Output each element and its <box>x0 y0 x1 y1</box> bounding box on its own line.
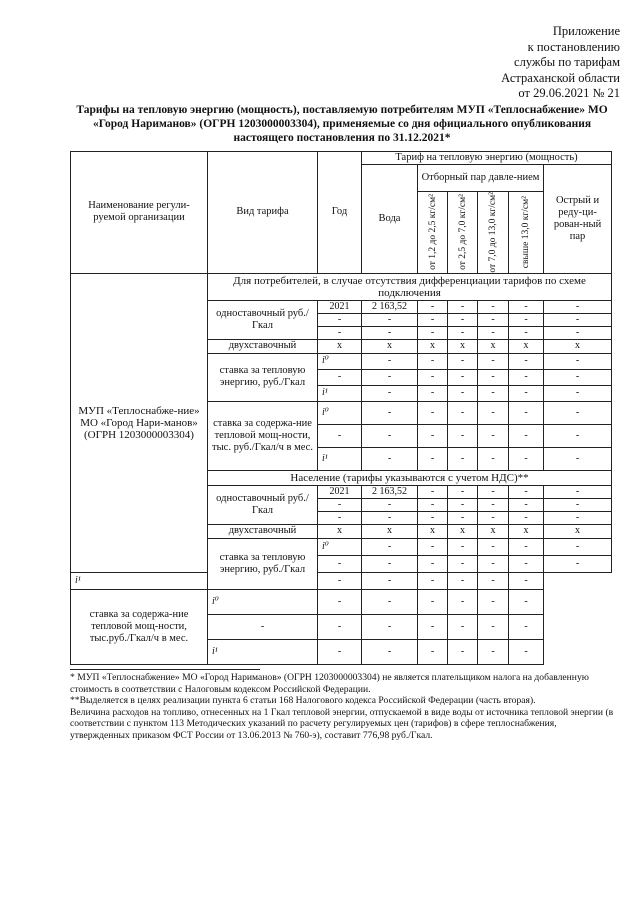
table-cell: - <box>448 424 478 447</box>
table-cell: - <box>362 313 418 326</box>
table-cell: - <box>418 424 448 447</box>
table-cell: х <box>318 524 362 538</box>
table-cell: х <box>509 524 544 538</box>
appendix-block <box>420 24 620 102</box>
table-cell: - <box>478 572 509 589</box>
table-cell: - <box>544 498 612 511</box>
table-cell: - <box>418 369 448 385</box>
table-cell: - <box>509 300 544 313</box>
table-cell: - <box>418 300 448 313</box>
table-cell: - <box>318 555 362 572</box>
table-cell: - <box>418 385 448 401</box>
table-cell: - <box>418 511 448 524</box>
appendix-line: Приложение <box>552 24 620 38</box>
capacity-rate-label: ставка за содержа-ние тепловой мощ-ности, тыс. руб./Гкал/ч в мес. <box>208 401 318 470</box>
table-cell: - <box>544 313 612 326</box>
table-cell: - <box>478 424 509 447</box>
table-cell: - <box>418 401 448 424</box>
section-title: Для потребителей, в случае отсутствия дифференциации тарифов по схеме подключения <box>208 273 612 300</box>
table-cell: - <box>509 424 544 447</box>
appendix-line: Астраханской области <box>501 70 620 85</box>
table-row <box>71 572 612 589</box>
table-cell: - <box>448 555 478 572</box>
table-cell: - <box>362 614 418 639</box>
table-cell: - <box>318 369 362 385</box>
table-cell: х <box>478 524 509 538</box>
header-pressure-2: от 2,5 до 7,0 кг/см² <box>448 192 478 274</box>
table-cell: - <box>544 401 612 424</box>
table-cell: i⁰ <box>208 589 318 614</box>
table-cell: - <box>544 385 612 401</box>
one-part-label: одноставочный руб./Гкал <box>208 300 318 339</box>
table-cell: - <box>544 424 612 447</box>
organization-name: МУП «Теплоснабже-ние» МО «Город Нари-манов» (ОГРН 1203000003304) <box>71 273 208 572</box>
table-cell: - <box>448 639 478 664</box>
energy-rate-label: ставка за тепловую энергию, руб./Гкал <box>208 538 318 589</box>
table-cell: - <box>448 300 478 313</box>
table-cell: - <box>478 589 509 614</box>
footnote: Величина расходов на топливо, отнесенных на 1 Гкал тепловой энергии, отпускаемой в виде воды от источника тепловой энергии (в соответствии с пунктом 113 Методических указаний по расчету регулируемых цен (тарифов) в сфере теплоснабжения, утвержденных приказом ФСТ России от 13.06.2013 № 760-э), составит 776,98 руб./Гкал. <box>70 706 614 741</box>
table-cell: х <box>362 339 418 353</box>
table-cell: i¹ <box>318 447 362 470</box>
table-cell: - <box>362 326 418 339</box>
table-cell: i⁰ <box>318 538 362 555</box>
table-cell: - <box>509 555 544 572</box>
one-part-label: одноставочный руб./Гкал <box>208 485 318 524</box>
table-cell: - <box>208 614 318 639</box>
table-cell: - <box>509 313 544 326</box>
table-cell: - <box>509 326 544 339</box>
table-cell: - <box>478 300 509 313</box>
table-cell: - <box>362 511 418 524</box>
table-cell: i¹ <box>71 572 208 589</box>
table-cell: х <box>478 339 509 353</box>
table-cell: - <box>544 353 612 369</box>
table-cell: - <box>318 313 362 326</box>
capacity-rate-label: ставка за содержа-ние тепловой мощ-ности, тыс.руб./Гкал/ч в мес. <box>71 589 208 664</box>
table-cell: - <box>418 639 448 664</box>
table-cell: - <box>418 589 448 614</box>
table-cell: - <box>478 485 509 498</box>
table-cell: - <box>544 511 612 524</box>
table-cell: х <box>509 339 544 353</box>
table-cell: - <box>448 485 478 498</box>
table-cell: - <box>509 385 544 401</box>
energy-rate-label: ставка за тепловую энергию, руб./Гкал <box>208 353 318 401</box>
table-row <box>71 589 612 614</box>
two-part-label: двухставочный <box>208 339 318 353</box>
table-cell: - <box>362 589 418 614</box>
table-cell: х <box>418 524 448 538</box>
table-cell: - <box>509 498 544 511</box>
table-cell: 2 163,52 <box>362 485 418 498</box>
table-cell: - <box>509 447 544 470</box>
table-cell: - <box>318 511 362 524</box>
appendix-line: службы по тарифам <box>514 55 620 69</box>
table-cell: - <box>318 639 362 664</box>
table-cell: - <box>448 589 478 614</box>
table-cell: - <box>318 424 362 447</box>
section-title: Население (тарифы указываются с учетом НДС)** <box>208 470 612 485</box>
header-tariff-type: Вид тарифа <box>208 152 318 274</box>
table-cell: - <box>318 498 362 511</box>
table-cell: - <box>509 589 544 614</box>
section-row <box>71 273 612 300</box>
table-cell: 2021 <box>318 300 362 313</box>
header-org: Наименование регули-руемой организации <box>71 152 208 274</box>
table-cell: - <box>362 639 418 664</box>
table-cell: i⁰ <box>318 401 362 424</box>
table-cell: - <box>362 572 418 589</box>
table-cell: - <box>448 369 478 385</box>
table-cell: - <box>478 447 509 470</box>
table-cell: - <box>448 572 478 589</box>
table-cell: - <box>418 485 448 498</box>
table-cell: - <box>544 555 612 572</box>
table-cell: - <box>418 353 448 369</box>
table-cell: i¹ <box>318 385 362 401</box>
table-cell: - <box>362 369 418 385</box>
table-cell: - <box>318 589 362 614</box>
header-pressure-4: свыше 13,0 кг/см² <box>509 192 544 274</box>
table-cell: - <box>448 498 478 511</box>
table-cell: - <box>509 353 544 369</box>
table-cell: - <box>544 300 612 313</box>
table-cell: - <box>418 555 448 572</box>
table-cell: - <box>509 614 544 639</box>
table-cell: - <box>509 639 544 664</box>
table-cell: х <box>544 524 612 538</box>
table-cell: - <box>448 401 478 424</box>
table-cell: х <box>448 524 478 538</box>
appendix-line: от 29.06.2021 № 21 <box>518 86 620 100</box>
table-cell: 2021 <box>318 485 362 498</box>
footnotes <box>70 672 615 742</box>
header-year: Год <box>318 152 362 274</box>
header-steam-group: Отборный пар давле-нием <box>418 165 544 192</box>
table-cell: х <box>362 524 418 538</box>
table-cell: i⁰ <box>318 353 362 369</box>
table-cell: - <box>418 498 448 511</box>
table-cell: - <box>478 614 509 639</box>
table-cell: - <box>509 485 544 498</box>
footnote: * МУП «Теплоснабжение» МО «Город Нариманов» (ОГРН 1203000003304) не является плательщиком налога на добавленную стоимость в соответствии с Налоговым кодексом Российской Федерации. <box>70 672 589 695</box>
table-cell: - <box>544 326 612 339</box>
table-cell: - <box>544 485 612 498</box>
tariff-table <box>70 151 612 665</box>
table-cell: - <box>318 614 362 639</box>
table-cell: - <box>509 511 544 524</box>
table-cell: - <box>448 385 478 401</box>
table-cell: - <box>362 424 418 447</box>
table-cell: - <box>478 498 509 511</box>
table-cell: - <box>418 614 448 639</box>
table-cell: х <box>418 339 448 353</box>
table-cell: - <box>318 326 362 339</box>
table-cell: - <box>418 447 448 470</box>
header-pressure-3: от 7,0 до 13,0 кг/см² <box>478 192 509 274</box>
table-cell: - <box>448 313 478 326</box>
table-cell: - <box>448 538 478 555</box>
header-pressure-1: от 1,2 до 2,5 кг/см² <box>418 192 448 274</box>
table-cell: х <box>318 339 362 353</box>
table-cell: - <box>362 447 418 470</box>
table-cell: - <box>418 313 448 326</box>
header-tariff-group: Тариф на тепловую энергию (мощность) <box>362 152 612 165</box>
footnote: **Выделяется в целях реализации пункта 6 статьи 168 Налогового кодекса Российской Федерации (часть вторая). <box>70 695 536 707</box>
table-cell: - <box>478 369 509 385</box>
table-cell: - <box>448 614 478 639</box>
table-cell: - <box>318 572 362 589</box>
table-cell: - <box>478 385 509 401</box>
table-cell: - <box>362 555 418 572</box>
table-cell: - <box>478 639 509 664</box>
header-live-steam: Острый и реду-ци-рован-ный пар <box>544 165 612 274</box>
footnote-divider <box>70 669 260 670</box>
table-cell: - <box>448 326 478 339</box>
table-cell: - <box>418 572 448 589</box>
table-cell: х <box>448 339 478 353</box>
table-cell: - <box>418 538 448 555</box>
appendix-line: к постановлению <box>527 39 620 54</box>
table-cell: - <box>362 401 418 424</box>
table-cell: - <box>478 313 509 326</box>
table-cell: - <box>478 326 509 339</box>
table-cell: - <box>509 538 544 555</box>
table-cell: - <box>418 326 448 339</box>
table-cell: - <box>544 369 612 385</box>
table-cell: - <box>509 401 544 424</box>
table-cell: - <box>544 538 612 555</box>
table-cell: 2 163,52 <box>362 300 418 313</box>
table-cell: - <box>362 498 418 511</box>
table-cell: - <box>448 447 478 470</box>
table-cell: - <box>362 385 418 401</box>
table-cell: - <box>478 555 509 572</box>
table-cell: - <box>478 353 509 369</box>
table-cell: - <box>478 511 509 524</box>
table-cell: - <box>509 369 544 385</box>
table-header <box>71 152 612 274</box>
table-cell: - <box>362 353 418 369</box>
table-cell: - <box>448 353 478 369</box>
table-cell: - <box>478 538 509 555</box>
document-title: Тарифы на тепловую энергию (мощность), поставляемую потребителям МУП «Теплоснабжение» МО «Город Нариманов» (ОГРН 1203000003304), применяемые со дня официального опубликования настоящего постановления по 31.12.2021* <box>76 104 608 144</box>
table-body <box>71 273 612 664</box>
table-cell: - <box>544 447 612 470</box>
table-cell: - <box>362 538 418 555</box>
header-water: Вода <box>362 165 418 274</box>
table-cell: - <box>448 511 478 524</box>
table-cell: - <box>509 572 544 589</box>
two-part-label: двухставочный <box>208 524 318 538</box>
table-cell: i¹ <box>208 639 318 664</box>
table-cell: - <box>478 401 509 424</box>
table-cell: х <box>544 339 612 353</box>
